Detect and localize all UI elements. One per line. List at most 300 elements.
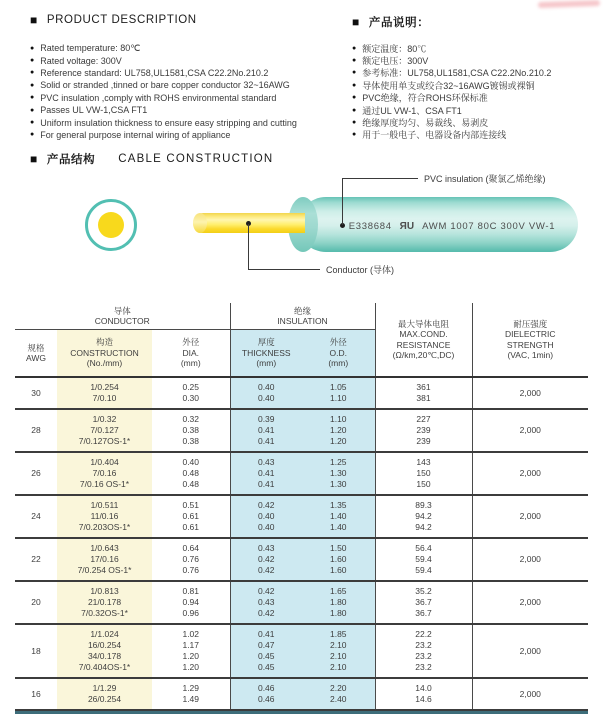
- cell-resistance: [375, 377, 472, 409]
- dielectric-header: [472, 303, 588, 377]
- list-item-text: Uniform insulation thickness to ensure easy stripping and cutting: [40, 117, 297, 128]
- square-bullet-icon: ■: [30, 152, 38, 166]
- cell-value: 7/0.32OS-1*: [81, 608, 128, 618]
- cell-construction: [57, 495, 152, 538]
- cell-dielectric: [472, 452, 588, 495]
- cell-value: 1.02: [182, 629, 200, 639]
- cell-awg: [15, 377, 57, 409]
- cell-value: 0.51: [182, 500, 200, 510]
- cell-thickness: [230, 495, 302, 538]
- square-bullet-icon: ■: [352, 15, 360, 29]
- header-text: CONSTRUCTION: [70, 347, 139, 358]
- cell-value: 2.10: [329, 662, 347, 672]
- product-notes-list: [352, 42, 551, 141]
- header-text: (mm): [180, 358, 201, 369]
- callout-line: [248, 224, 249, 270]
- header-text: 构造: [95, 337, 113, 348]
- cell-value: 1.10: [329, 393, 347, 403]
- cell-value: 0.48: [182, 468, 200, 478]
- list-item: [30, 116, 297, 128]
- cell-value: 0.38: [182, 425, 200, 435]
- cell-value: 1.60: [329, 554, 347, 564]
- cell-value: 89.3: [415, 500, 432, 510]
- cell-value: 14.6: [415, 694, 432, 704]
- list-item-text: 参考标准：UL758,UL1581,CSA C22.2No.210.2: [362, 68, 552, 79]
- cell-construction: [57, 452, 152, 495]
- cell-construction: [57, 377, 152, 409]
- spec-table: [15, 303, 588, 711]
- bullet-icon: ●: [352, 57, 357, 65]
- list-item-text: 额定电压：300V: [362, 56, 429, 67]
- cell-construction: [57, 409, 152, 452]
- product-description-header: [30, 14, 197, 26]
- table-row-awg-26: [15, 452, 588, 495]
- callout-line: [342, 178, 418, 179]
- jacket-print-marking: [332, 221, 572, 232]
- cell-value: 7/0.203OS-1*: [78, 522, 131, 532]
- cell-value: 0.81: [182, 586, 200, 596]
- cell-value: 0.43: [257, 597, 275, 607]
- cell-value: 1.10: [329, 414, 347, 424]
- cell-value: 0.46: [257, 694, 275, 704]
- cell-value: 0.45: [257, 651, 275, 661]
- cell-value: 0.25: [182, 382, 200, 392]
- cell-awg: [15, 678, 57, 710]
- cell-dielectric: [472, 538, 588, 581]
- cell-value: 1/0.813: [90, 586, 119, 596]
- cell-od: [302, 581, 375, 624]
- cell-value: 2,000: [519, 425, 541, 435]
- cell-value: 1.20: [182, 651, 200, 661]
- cell-value: 143: [416, 457, 431, 467]
- cell-resistance: [375, 678, 472, 710]
- list-item-text: 导体使用单支或绞合32~16AWG镀锡或裸铜: [362, 80, 535, 91]
- cell-value: 0.40: [257, 522, 275, 532]
- product-description-list: [30, 42, 297, 141]
- header-text: DIA.: [182, 347, 200, 358]
- cell-value: 1.40: [329, 522, 347, 532]
- cell-value: 150: [416, 468, 431, 478]
- cell-dia: [152, 624, 230, 678]
- callout-line: [248, 269, 320, 270]
- cell-dia: [152, 377, 230, 409]
- header-text: 外径: [182, 337, 200, 348]
- conductor-callout-label: Conductor (导体): [326, 265, 395, 275]
- cell-resistance: [375, 624, 472, 678]
- cell-value: 0.41: [257, 425, 275, 435]
- cell-awg: [15, 452, 57, 495]
- cell-value: 1/0.254: [90, 382, 119, 392]
- bullet-icon: ●: [352, 81, 357, 89]
- square-bullet-icon: ■: [30, 13, 38, 27]
- cell-value: 0.39: [257, 414, 275, 424]
- resistance-header: [375, 303, 472, 377]
- list-item-text: PVC insulation ,comply with ROHS environmental standard: [40, 92, 277, 103]
- header-text: INSULATION: [277, 316, 328, 326]
- cell-value: 16/0.254: [87, 640, 122, 650]
- list-item-text: 通过UL VW-1、CSA FT1: [362, 105, 462, 116]
- cell-value: 1.20: [329, 425, 347, 435]
- cell-value: 7/0.127OS-1*: [78, 436, 131, 446]
- cell-value: 0.41: [257, 468, 275, 478]
- bullet-icon: ●: [352, 106, 357, 114]
- bullet-icon: ●: [352, 119, 357, 127]
- cell-od: [302, 495, 375, 538]
- cell-od: [302, 624, 375, 678]
- cell-value: 7/0.254 OS-1*: [77, 565, 132, 575]
- cell-value: 227: [416, 414, 431, 424]
- cell-dia: [152, 678, 230, 710]
- cell-value: 1.05: [329, 382, 347, 392]
- bullet-icon: ●: [352, 44, 357, 52]
- header-text: (mm): [328, 358, 349, 369]
- header-text: CONDUCTOR: [94, 316, 150, 326]
- cell-od: [302, 678, 375, 710]
- cell-value: 0.76: [182, 565, 200, 575]
- header-text: O.D.: [329, 347, 347, 358]
- cell-value: 1.40: [329, 511, 347, 521]
- cell-value: 1.20: [182, 662, 200, 672]
- bullet-icon: ●: [30, 44, 35, 52]
- header-text: (mm): [256, 358, 277, 369]
- cell-value: 23.2: [415, 662, 432, 672]
- header-text: 厚度: [257, 337, 275, 348]
- construction-title-en: CABLE CONSTRUCTION: [118, 153, 274, 165]
- cell-value: 0.42: [257, 554, 275, 564]
- header-text: DIELECTRIC: [504, 329, 556, 339]
- spec-table-body: [15, 377, 588, 710]
- conductor-rod-end: [193, 213, 207, 233]
- cell-value: 0.94: [182, 597, 200, 607]
- cell-value: 7/0.10: [92, 393, 117, 403]
- bullet-icon: ●: [30, 57, 35, 65]
- cell-value: 1.49: [182, 694, 200, 704]
- cell-value: 1/0.32: [92, 414, 117, 424]
- cell-value: 2,000: [519, 387, 541, 398]
- cell-value: 7/0.16 OS-1*: [79, 479, 130, 489]
- cell-awg: [15, 581, 57, 624]
- cell-value: 0.42: [257, 586, 275, 596]
- cell-value: 1/0.404: [90, 457, 119, 467]
- table-row-awg-22: [15, 538, 588, 581]
- cell-dielectric: [472, 581, 588, 624]
- header-text: 绝缘: [294, 305, 312, 316]
- cell-value: 0.40: [257, 393, 275, 403]
- list-item-text: 绝缘厚度均匀、易裁线、易剥皮: [362, 118, 489, 129]
- cell-value: 2.10: [329, 640, 347, 650]
- list-item: [352, 79, 551, 91]
- construction-header: [57, 330, 152, 378]
- cell-value: 0.30: [182, 393, 200, 403]
- cell-value: 0.46: [257, 683, 275, 693]
- cell-value: 7/0.16: [92, 468, 117, 478]
- bullet-icon: ●: [352, 69, 357, 77]
- cell-value: 0.47: [257, 640, 275, 650]
- bullet-icon: ●: [30, 81, 35, 89]
- corner-artifact: [538, 0, 600, 8]
- bullet-icon: ●: [30, 94, 35, 102]
- cell-value: 1.30: [329, 468, 347, 478]
- cell-value: 0.61: [182, 522, 200, 532]
- cell-value: 0.41: [257, 436, 275, 446]
- cell-od: [302, 409, 375, 452]
- header-text: (Ω/km,20℃,DC): [392, 350, 455, 360]
- header-text: AWG: [26, 353, 46, 363]
- cell-thickness: [230, 678, 302, 710]
- list-item-text: 用于一般电子、电器设备内部连接线: [362, 130, 507, 141]
- list-item: [352, 116, 551, 128]
- cell-thickness: [230, 377, 302, 409]
- cell-od: [302, 452, 375, 495]
- list-item: [30, 79, 297, 91]
- list-item: [352, 104, 551, 116]
- cell-value: 2,000: [519, 597, 541, 607]
- cell-value: 59.4: [415, 565, 432, 575]
- cell-value: 1.25: [329, 457, 347, 467]
- cell-dia: [152, 495, 230, 538]
- table-row-awg-30: [15, 377, 588, 409]
- cell-value: 21/0.178: [87, 597, 122, 607]
- cell-value: 59.4: [415, 554, 432, 564]
- product-notes-header: [352, 14, 429, 30]
- cell-dielectric: [472, 495, 588, 538]
- cell-value: 2,000: [519, 645, 541, 656]
- cell-value: 18: [31, 645, 41, 656]
- table-row-awg-18: [15, 624, 588, 678]
- cell-value: 0.40: [257, 382, 275, 392]
- cell-value: 36.7: [415, 608, 432, 618]
- list-item: [30, 54, 297, 66]
- cell-value: 34/0.178: [87, 651, 122, 661]
- cell-od: [302, 538, 375, 581]
- cell-value: 0.38: [182, 436, 200, 446]
- cell-value: 56.4: [415, 543, 432, 553]
- construction-title-cn: 产品结构: [46, 154, 96, 166]
- cell-value: 94.2: [415, 522, 432, 532]
- header-text: THICKNESS: [241, 347, 291, 358]
- ul-recognized-icon: ЯU: [399, 221, 415, 232]
- cell-value: 22: [31, 554, 41, 564]
- list-item: [30, 42, 297, 54]
- cell-value: 7/0.127: [90, 425, 119, 435]
- insulation-group-header: [230, 303, 375, 330]
- cell-value: 2,000: [519, 688, 541, 699]
- cell-value: 1.60: [329, 565, 347, 575]
- cell-value: 2,000: [519, 511, 541, 521]
- table-group-header-row: [15, 303, 588, 330]
- cell-value: 14.0: [415, 683, 432, 693]
- list-item: [30, 92, 297, 104]
- cell-resistance: [375, 538, 472, 581]
- cell-dia: [152, 409, 230, 452]
- cell-value: 239: [416, 436, 431, 446]
- cell-awg: [15, 495, 57, 538]
- callout-line: [342, 178, 343, 225]
- cell-value: 1.85: [329, 629, 347, 639]
- cell-value: 24: [31, 511, 41, 521]
- list-item-text: Solid or stranded ,tinned or bare copper conductor 32~16AWG: [40, 80, 290, 91]
- cell-value: 0.42: [257, 565, 275, 575]
- cell-value: 361: [416, 382, 431, 392]
- cable-cross-section: [85, 199, 137, 251]
- product-description-title: PRODUCT DESCRIPTION: [46, 14, 197, 26]
- cell-dielectric: [472, 409, 588, 452]
- list-item-text: Rated voltage: 300V: [40, 55, 122, 66]
- cell-value: 381: [416, 393, 431, 403]
- cell-value: 0.64: [182, 543, 200, 553]
- cable-construction-header: [30, 151, 273, 167]
- header-text: (VAC, 1min): [507, 350, 554, 360]
- list-item-text: Rated temperature: 80℃: [40, 42, 141, 53]
- list-item-text: PVC绝缘，符合ROHS环保标准: [362, 93, 488, 104]
- list-item: [352, 129, 551, 141]
- cell-value: 16: [31, 688, 41, 699]
- list-item: [30, 129, 297, 141]
- table-row-awg-24: [15, 495, 588, 538]
- cell-construction: [57, 678, 152, 710]
- header-text: (No./mm): [86, 358, 123, 369]
- header-text: RESISTANCE: [396, 339, 451, 350]
- cell-value: 0.42: [257, 500, 275, 510]
- cell-value: 239: [416, 425, 431, 435]
- ul-file-number: E338684: [348, 221, 392, 232]
- cell-value: 0.61: [182, 511, 200, 521]
- cell-value: 1.65: [329, 586, 347, 596]
- cell-thickness: [230, 452, 302, 495]
- cell-value: 1.50: [329, 543, 347, 553]
- cell-value: 28: [31, 425, 41, 435]
- cell-value: 1/1.29: [92, 683, 117, 693]
- list-item: [352, 67, 551, 79]
- cell-value: 11/0.16: [90, 511, 119, 521]
- cell-value: 26/0.254: [87, 694, 122, 704]
- list-item: [30, 104, 297, 116]
- cell-thickness: [230, 581, 302, 624]
- cell-value: 94.2: [415, 511, 432, 521]
- conductor-group-header: [15, 303, 230, 330]
- cell-awg: [15, 624, 57, 678]
- cell-value: 1.17: [182, 640, 200, 650]
- cell-value: 2.40: [329, 694, 347, 704]
- cell-dia: [152, 452, 230, 495]
- cell-dia: [152, 581, 230, 624]
- cell-value: 0.43: [257, 457, 275, 467]
- cell-value: 1.80: [329, 608, 347, 618]
- header-text: 最大导体电阻: [398, 318, 450, 329]
- cell-resistance: [375, 581, 472, 624]
- cell-resistance: [375, 495, 472, 538]
- header-text: 规格: [27, 342, 45, 353]
- cell-dia: [152, 538, 230, 581]
- bullet-icon: ●: [352, 94, 357, 102]
- cell-value: 22.2: [415, 629, 432, 639]
- cell-value: 1.35: [329, 500, 347, 510]
- thickness-header: [230, 330, 302, 378]
- cell-value: 1/0.511: [90, 500, 119, 510]
- awg-header: [15, 330, 57, 378]
- header-text: STRENGTH: [506, 339, 554, 350]
- cell-value: 0.96: [182, 608, 200, 618]
- header-text: 外径: [329, 337, 347, 348]
- cell-value: 23.2: [415, 651, 432, 661]
- list-item: [352, 54, 551, 66]
- cell-dielectric: [472, 678, 588, 710]
- cell-value: 1.20: [329, 436, 347, 446]
- cell-value: 2,000: [519, 554, 541, 564]
- cell-value: 26: [31, 468, 41, 478]
- cell-thickness: [230, 538, 302, 581]
- cell-awg: [15, 538, 57, 581]
- cell-dielectric: [472, 377, 588, 409]
- cell-value: 0.42: [257, 608, 275, 618]
- list-item-text: 额定温度：80℃: [362, 43, 427, 54]
- cell-construction: [57, 538, 152, 581]
- conductor-cross-section: [98, 212, 124, 238]
- bullet-icon: ●: [30, 106, 35, 114]
- cell-resistance: [375, 452, 472, 495]
- cell-construction: [57, 581, 152, 624]
- cell-dielectric: [472, 624, 588, 678]
- cell-resistance: [375, 409, 472, 452]
- cell-value: 2,000: [519, 468, 541, 478]
- cell-value: 23.2: [415, 640, 432, 650]
- cell-value: 1.30: [329, 479, 347, 489]
- bullet-icon: ●: [30, 119, 35, 127]
- cell-value: 1.29: [182, 683, 200, 693]
- cell-value: 36.7: [415, 597, 432, 607]
- cell-value: 2.10: [329, 651, 347, 661]
- cell-value: 0.45: [257, 662, 275, 672]
- dia-header: [152, 330, 230, 378]
- header-text: 耐压强度: [513, 318, 548, 329]
- cell-value: 0.32: [182, 414, 200, 424]
- table-row-awg-28: [15, 409, 588, 452]
- cell-value: 0.76: [182, 554, 200, 564]
- header-text: MAX.COND.: [399, 329, 448, 339]
- cell-value: 35.2: [415, 586, 432, 596]
- wire-style-marking: AWM 1007 80C 300V VW-1: [422, 221, 556, 232]
- cell-value: 0.48: [182, 479, 200, 489]
- bullet-icon: ●: [352, 131, 357, 139]
- bullet-icon: ●: [30, 69, 35, 77]
- cell-value: 150: [416, 479, 431, 489]
- list-item: [30, 67, 297, 79]
- cell-value: 17/0.16: [90, 554, 119, 564]
- list-item: [352, 92, 551, 104]
- list-item: [352, 42, 551, 54]
- list-item-text: For general purpose internal wiring of appliance: [40, 129, 231, 140]
- cell-value: 7/0.404OS-1*: [78, 662, 131, 672]
- cell-value: 0.41: [257, 479, 275, 489]
- list-item-text: Passes UL VW-1,CSA FT1: [40, 105, 148, 116]
- cell-thickness: [230, 624, 302, 678]
- cell-value: 30: [31, 387, 41, 398]
- table-row-awg-16: [15, 678, 588, 710]
- cell-value: 0.40: [257, 511, 275, 521]
- cell-value: 1/0.643: [90, 543, 119, 553]
- cell-od: [302, 377, 375, 409]
- cell-value: 0.40: [182, 457, 200, 467]
- cell-construction: [57, 624, 152, 678]
- bullet-icon: ●: [30, 131, 35, 139]
- cell-value: 1.80: [329, 597, 347, 607]
- cell-value: 2.20: [329, 683, 347, 693]
- cell-value: 20: [31, 597, 41, 607]
- cell-value: 0.43: [257, 543, 275, 553]
- od-header: [302, 330, 375, 378]
- cell-thickness: [230, 409, 302, 452]
- cell-value: 1/1.024: [90, 629, 119, 639]
